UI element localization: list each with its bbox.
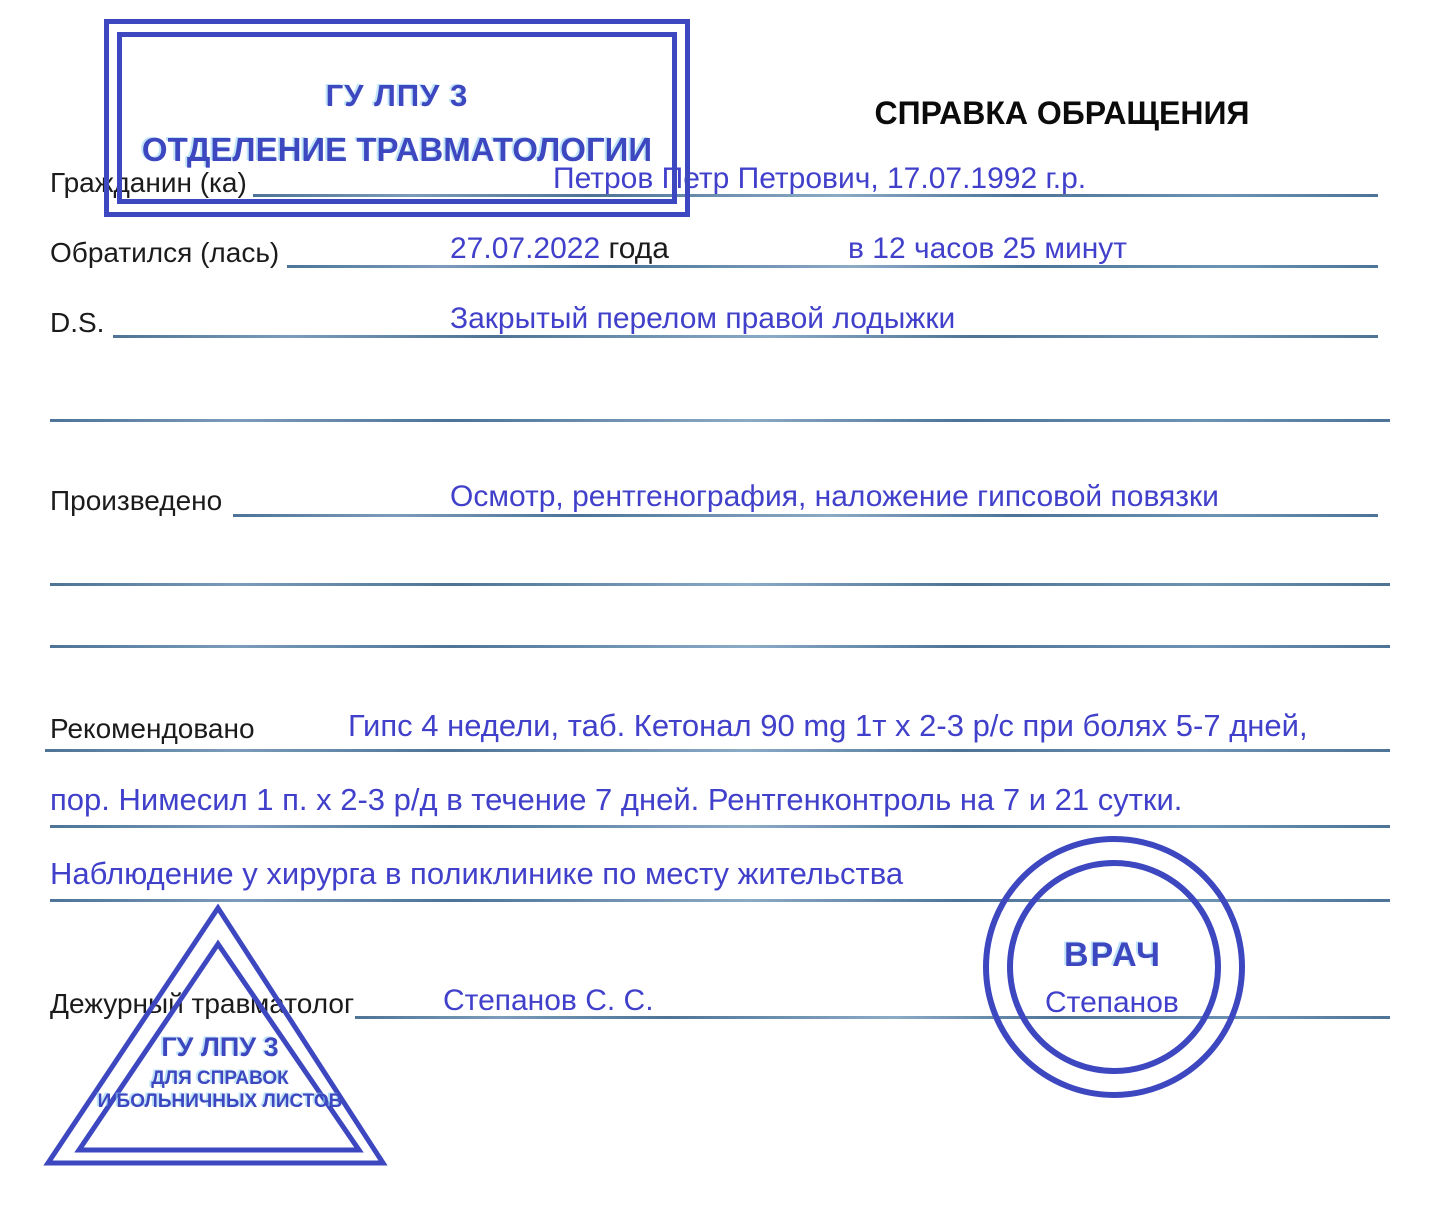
applied-time-prefix: в <box>848 232 873 265</box>
applied-date-group <box>450 232 669 266</box>
applied-hours-value: 12 <box>872 232 906 265</box>
applied-date-suffix: года <box>600 232 669 265</box>
document-title: СПРАВКА ОБРАЩЕНИЯ <box>874 95 1250 131</box>
rule-line-empty-2 <box>50 583 1390 586</box>
citizen-label: Гражданин (ка) <box>50 167 247 198</box>
header-stamp-org: ГУ ЛПУ 3 <box>325 78 469 113</box>
ds-value: Закрытый перелом правой лодыжки <box>450 302 956 335</box>
triangle-stamp-purpose-line1: ДЛЯ СПРАВОК <box>151 1068 289 1089</box>
performed-value: Осмотр, рентгенография, наложение гипсовой повязки <box>450 480 1219 513</box>
citizen-value: Петров Петр Петрович, 17.07.1992 г.р. <box>553 162 1087 195</box>
applied-hours-suffix: часов <box>905 232 1003 265</box>
applied-minutes-suffix: минут <box>1035 232 1128 265</box>
applied-minutes-value: 25 <box>1002 232 1036 265</box>
round-stamp-title: ВРАЧ <box>1063 936 1163 974</box>
doctor-value: Степанов С. С. <box>443 984 654 1017</box>
doctor-label: Дежурный травматолог <box>50 988 355 1019</box>
performed-label: Произведено <box>50 485 223 516</box>
recommended-value-line1: Гипс 4 недели, таб. Кетонал 90 mg 1т х 2-3 р/с при болях 5-7 дней, <box>348 708 1308 743</box>
triangle-stamp-purpose-line2: И БОЛЬНИЧНЫХ ЛИСТОВ <box>97 1091 343 1112</box>
rule-line-empty-1 <box>50 419 1390 422</box>
header-stamp-dept: ОТДЕЛЕНИЕ ТРАВМАТОЛОГИИ <box>141 131 653 168</box>
rule-line-empty-3 <box>50 645 1390 648</box>
doctor-signature: Степанов <box>1045 986 1179 1019</box>
recommended-value-line2: пор. Нимесил 1 п. х 2-3 р/д в течение 7 дней. Рентгенконтроль на 7 и 21 сутки. <box>50 782 1183 817</box>
recommended-value-line3: Наблюдение у хирурга в поликлинике по месту жительства <box>50 856 904 891</box>
triangle-stamp-org: ГУ ЛПУ 3 <box>161 1032 279 1062</box>
applied-label: Обратился (лась) <box>50 237 280 268</box>
rule-line-performed <box>233 514 1378 517</box>
rule-line-recommended-1 <box>45 749 1390 752</box>
header-stamp <box>104 19 690 217</box>
applied-date-value: 27.07.2022 <box>450 232 601 265</box>
header-stamp-inner-border <box>117 32 677 204</box>
recommended-label: Рекомендовано <box>50 713 255 744</box>
ds-label: D.S. <box>50 307 105 338</box>
applied-time-group <box>848 232 1127 266</box>
rule-line-recommended-2 <box>50 825 1390 828</box>
